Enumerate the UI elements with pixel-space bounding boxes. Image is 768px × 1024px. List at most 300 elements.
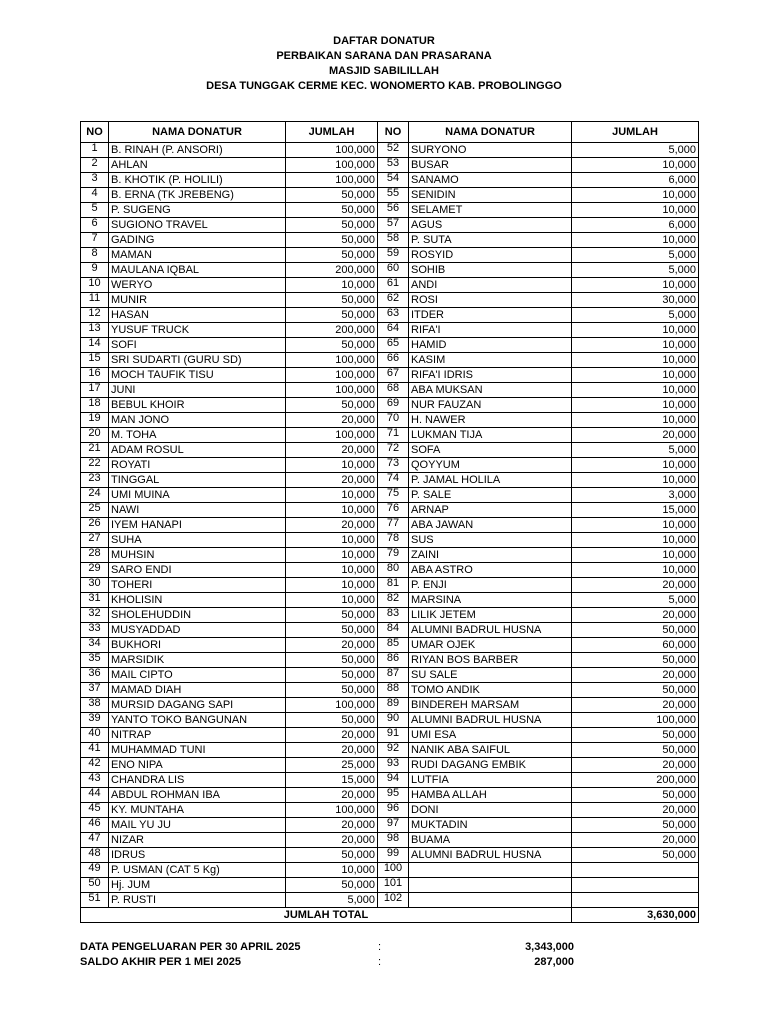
donor-name: WERYO: [109, 278, 286, 293]
donor-name: KASIM: [409, 353, 572, 368]
donation-amount: 20,000: [286, 518, 378, 533]
table-row: [81, 488, 699, 503]
table-row: [81, 323, 699, 338]
table-row: [81, 188, 699, 203]
donation-amount: 20,000: [572, 578, 699, 593]
table-row: [81, 143, 699, 158]
donor-name: HAMBA ALLAH: [409, 788, 572, 803]
donor-name: JUNI: [109, 383, 286, 398]
row-number: 27: [81, 533, 109, 548]
row-number: 38: [81, 698, 109, 713]
donation-amount: 20,000: [286, 638, 378, 653]
donor-name: DONI: [409, 803, 572, 818]
row-number: 47: [81, 833, 109, 848]
summary-colon: :: [378, 956, 382, 968]
donor-name: NAWI: [109, 503, 286, 518]
heading-line-3: MASJID SABILILLAH: [329, 65, 439, 77]
donation-amount: 200,000: [572, 773, 699, 788]
row-number: 92: [378, 743, 409, 758]
table-row: [81, 263, 699, 278]
row-number: 11: [81, 293, 109, 308]
donor-name: HASAN: [109, 308, 286, 323]
donation-amount: 20,000: [572, 803, 699, 818]
donation-amount: 10,000: [572, 353, 699, 368]
table-header-row: [81, 122, 699, 143]
donor-name: P. SALE: [409, 488, 572, 503]
donation-amount: 50,000: [286, 683, 378, 698]
donation-amount: 50,000: [572, 683, 699, 698]
donation-amount: [572, 893, 699, 908]
row-number: 46: [81, 818, 109, 833]
donor-name: SENIDIN: [409, 188, 572, 203]
row-number: 89: [378, 698, 409, 713]
donation-amount: 10,000: [286, 563, 378, 578]
row-number: 15: [81, 353, 109, 368]
donation-amount: 20,000: [572, 608, 699, 623]
total-label: JUMLAH TOTAL: [81, 908, 572, 923]
table-row: [81, 878, 699, 893]
table-row: [81, 773, 699, 788]
row-number: 48: [81, 848, 109, 863]
row-number: 99: [378, 848, 409, 863]
donor-name: AHLAN: [109, 158, 286, 173]
summary-label: DATA PENGELUARAN PER 30 APRIL 2025: [80, 941, 301, 953]
donor-name: SU SALE: [409, 668, 572, 683]
donation-amount: 5,000: [286, 893, 378, 908]
donation-amount: 20,000: [286, 413, 378, 428]
donation-amount: 50,000: [286, 608, 378, 623]
donation-amount: 50,000: [286, 878, 378, 893]
donor-name: [409, 878, 572, 893]
donor-name: SANAMO: [409, 173, 572, 188]
donation-amount: 10,000: [572, 473, 699, 488]
row-number: 63: [378, 308, 409, 323]
donor-name: SARO ENDI: [109, 563, 286, 578]
row-number: 69: [378, 398, 409, 413]
donation-amount: 50,000: [572, 728, 699, 743]
table-row: [81, 473, 699, 488]
row-number: 14: [81, 338, 109, 353]
row-number: 93: [378, 758, 409, 773]
row-number: 61: [378, 278, 409, 293]
donation-amount: 50,000: [286, 338, 378, 353]
donor-name: GADING: [109, 233, 286, 248]
donation-amount: 50,000: [572, 743, 699, 758]
donor-name: ZAINI: [409, 548, 572, 563]
table-row: [81, 608, 699, 623]
donor-name: YANTO TOKO BANGUNAN: [109, 713, 286, 728]
donation-amount: 100,000: [286, 173, 378, 188]
donation-amount: 20,000: [572, 758, 699, 773]
donation-amount: 50,000: [572, 653, 699, 668]
donation-amount: 50,000: [286, 248, 378, 263]
donor-name: NIZAR: [109, 833, 286, 848]
expense-summary: [80, 940, 574, 955]
donation-amount: 100,000: [286, 143, 378, 158]
row-number: 1: [81, 143, 109, 158]
row-number: 10: [81, 278, 109, 293]
donor-name: ITDER: [409, 308, 572, 323]
row-number: 53: [378, 158, 409, 173]
donation-amount: 10,000: [572, 383, 699, 398]
row-number: 13: [81, 323, 109, 338]
donation-amount: 100,000: [572, 713, 699, 728]
row-number: 80: [378, 563, 409, 578]
donor-name: P. ENJI: [409, 578, 572, 593]
heading-line-2: PERBAIKAN SARANA DAN PRASARANA: [276, 50, 492, 62]
donor-name: MAMAD DIAH: [109, 683, 286, 698]
donation-amount: 15,000: [572, 503, 699, 518]
donation-amount: 25,000: [286, 758, 378, 773]
donor-name: ALUMNI BADRUL HUSNA: [409, 623, 572, 638]
donor-name: BUSAR: [409, 158, 572, 173]
row-number: 84: [378, 623, 409, 638]
donor-name: MAIL YU JU: [109, 818, 286, 833]
donor-name: ABA MUKSAN: [409, 383, 572, 398]
donor-name: ENO NIPA: [109, 758, 286, 773]
donation-amount: 10,000: [572, 518, 699, 533]
total-value: 3,630,000: [572, 908, 699, 923]
donor-name: SOFI: [109, 338, 286, 353]
donor-name: ALUMNI BADRUL HUSNA: [409, 713, 572, 728]
row-number: 4: [81, 188, 109, 203]
table-row: [81, 533, 699, 548]
row-number: 57: [378, 218, 409, 233]
donor-name: BUKHORI: [109, 638, 286, 653]
donor-name: SRI SUDARTI (GURU SD): [109, 353, 286, 368]
donation-amount: 10,000: [286, 863, 378, 878]
donation-amount: 20,000: [572, 833, 699, 848]
donation-amount: 10,000: [286, 458, 378, 473]
donor-name: ROSYID: [409, 248, 572, 263]
table-row: [81, 278, 699, 293]
row-number: 6: [81, 218, 109, 233]
donor-name: B. ERNA (TK JREBENG): [109, 188, 286, 203]
donation-amount: 5,000: [572, 443, 699, 458]
donor-name: MAIL CIPTO: [109, 668, 286, 683]
donor-name: MUHSIN: [109, 548, 286, 563]
donation-amount: 10,000: [572, 398, 699, 413]
donation-amount: 200,000: [286, 263, 378, 278]
donation-amount: 50,000: [572, 818, 699, 833]
column-header-amount: JUMLAH: [572, 122, 699, 143]
table-row: [81, 338, 699, 353]
donation-amount: 20,000: [286, 788, 378, 803]
donor-name: P. JAMAL HOLILA: [409, 473, 572, 488]
row-number: 100: [378, 863, 409, 878]
donation-amount: 5,000: [572, 263, 699, 278]
row-number: 74: [378, 473, 409, 488]
donor-name: ARNAP: [409, 503, 572, 518]
donor-name: BUAMA: [409, 833, 572, 848]
column-header-no: NO: [81, 122, 109, 143]
row-number: 49: [81, 863, 109, 878]
row-number: 30: [81, 578, 109, 593]
donor-name: MARSINA: [409, 593, 572, 608]
heading-line-1: DAFTAR DONATUR: [333, 35, 435, 47]
donor-name: SELAMET: [409, 203, 572, 218]
donation-amount: 20,000: [286, 833, 378, 848]
donor-name: ROSI: [409, 293, 572, 308]
table-row: [81, 203, 699, 218]
row-number: 33: [81, 623, 109, 638]
row-number: 51: [81, 893, 109, 908]
row-number: 96: [378, 803, 409, 818]
row-number: 102: [378, 893, 409, 908]
row-number: 64: [378, 323, 409, 338]
row-number: 29: [81, 563, 109, 578]
row-number: 85: [378, 638, 409, 653]
donor-name: IDRUS: [109, 848, 286, 863]
table-row: [81, 383, 699, 398]
donation-amount: 10,000: [286, 488, 378, 503]
row-number: 42: [81, 758, 109, 773]
donation-amount: 10,000: [572, 458, 699, 473]
balance-summary: [80, 955, 574, 970]
donation-amount: 10,000: [286, 593, 378, 608]
donor-name: NUR FAUZAN: [409, 398, 572, 413]
donor-name: SURYONO: [409, 143, 572, 158]
column-header-amount: JUMLAH: [286, 122, 378, 143]
donation-amount: 50,000: [286, 668, 378, 683]
row-number: 94: [378, 773, 409, 788]
table-row: [81, 758, 699, 773]
table-row: [81, 353, 699, 368]
row-number: 55: [378, 188, 409, 203]
donation-amount: 100,000: [286, 428, 378, 443]
donation-amount: 20,000: [572, 698, 699, 713]
donor-name: ABDUL ROHMAN IBA: [109, 788, 286, 803]
donation-amount: 60,000: [572, 638, 699, 653]
summary-label: SALDO AKHIR PER 1 MEI 2025: [80, 956, 241, 968]
table-row: [81, 398, 699, 413]
table-row: [81, 653, 699, 668]
donor-name: MUNIR: [109, 293, 286, 308]
row-number: 35: [81, 653, 109, 668]
table-row: [81, 563, 699, 578]
row-number: 20: [81, 428, 109, 443]
donor-name: Hj. JUM: [109, 878, 286, 893]
table-row: [81, 593, 699, 608]
donor-name: ADAM ROSUL: [109, 443, 286, 458]
donor-name: MUKTADIN: [409, 818, 572, 833]
donation-amount: 50,000: [572, 788, 699, 803]
donor-name: TINGGAL: [109, 473, 286, 488]
donor-name: LUTFIA: [409, 773, 572, 788]
table-row: [81, 173, 699, 188]
row-number: 62: [378, 293, 409, 308]
donation-amount: 50,000: [286, 398, 378, 413]
donation-amount: 50,000: [286, 713, 378, 728]
row-number: 9: [81, 263, 109, 278]
table-row: [81, 233, 699, 248]
donation-amount: 3,000: [572, 488, 699, 503]
row-number: 44: [81, 788, 109, 803]
donation-amount: 10,000: [572, 548, 699, 563]
donor-name: RIYAN BOS BARBER: [409, 653, 572, 668]
row-number: 88: [378, 683, 409, 698]
row-number: 59: [378, 248, 409, 263]
donor-name: M. TOHA: [109, 428, 286, 443]
table-row: [81, 428, 699, 443]
table-row: [81, 293, 699, 308]
donor-name: ROYATI: [109, 458, 286, 473]
donor-name: MOCH TAUFIK TISU: [109, 368, 286, 383]
donation-amount: 20,000: [572, 428, 699, 443]
row-number: 56: [378, 203, 409, 218]
donation-amount: 10,000: [286, 578, 378, 593]
row-number: 86: [378, 653, 409, 668]
column-header-no: NO: [378, 122, 409, 143]
donor-name: TOMO ANDIK: [409, 683, 572, 698]
donation-amount: 100,000: [286, 158, 378, 173]
donor-name: KHOLISIN: [109, 593, 286, 608]
donor-name: LILIK JETEM: [409, 608, 572, 623]
donation-amount: 50,000: [286, 188, 378, 203]
row-number: 79: [378, 548, 409, 563]
donation-amount: 15,000: [286, 773, 378, 788]
donor-name: MARSIDIK: [109, 653, 286, 668]
donation-amount: 10,000: [572, 188, 699, 203]
donor-name: MAULANA IQBAL: [109, 263, 286, 278]
donation-amount: 5,000: [572, 593, 699, 608]
donor-name: MAMAN: [109, 248, 286, 263]
donation-amount: 10,000: [286, 548, 378, 563]
donation-amount: 30,000: [572, 293, 699, 308]
table-row: [81, 668, 699, 683]
row-number: 8: [81, 248, 109, 263]
donor-name: BEBUL KHOIR: [109, 398, 286, 413]
table-row: [81, 218, 699, 233]
column-header-name: NAMA DONATUR: [109, 122, 286, 143]
donation-amount: 50,000: [286, 653, 378, 668]
column-header-name: NAMA DONATUR: [409, 122, 572, 143]
donation-amount: 10,000: [572, 233, 699, 248]
row-number: 76: [378, 503, 409, 518]
row-number: 71: [378, 428, 409, 443]
row-number: 95: [378, 788, 409, 803]
row-number: 7: [81, 233, 109, 248]
row-number: 32: [81, 608, 109, 623]
row-number: 66: [378, 353, 409, 368]
donor-name: P. USMAN (CAT 5 Kg): [109, 863, 286, 878]
table-row: [81, 803, 699, 818]
table-body: [81, 143, 699, 908]
donation-amount: 10,000: [286, 533, 378, 548]
row-number: 2: [81, 158, 109, 173]
heading-line-4: DESA TUNGGAK CERME KEC. WONOMERTO KAB. PROBOLINGGO: [206, 80, 562, 92]
table-row: [81, 623, 699, 638]
donation-amount: [572, 863, 699, 878]
row-number: 23: [81, 473, 109, 488]
table-row: [81, 893, 699, 908]
row-number: 87: [378, 668, 409, 683]
table-row: [81, 743, 699, 758]
donation-amount: 100,000: [286, 803, 378, 818]
donation-amount: 5,000: [572, 248, 699, 263]
donor-name: LUKMAN TIJA: [409, 428, 572, 443]
donor-name: BINDEREH MARSAM: [409, 698, 572, 713]
donor-name: P. SUGENG: [109, 203, 286, 218]
row-number: 36: [81, 668, 109, 683]
table-row: [81, 413, 699, 428]
table-row: [81, 548, 699, 563]
table-row: [81, 863, 699, 878]
row-number: 17: [81, 383, 109, 398]
table-row: [81, 848, 699, 863]
row-number: 73: [378, 458, 409, 473]
donor-name: UMAR OJEK: [409, 638, 572, 653]
donor-name: SOHIB: [409, 263, 572, 278]
donation-amount: 50,000: [286, 623, 378, 638]
row-number: 41: [81, 743, 109, 758]
donation-amount: 10,000: [572, 338, 699, 353]
donor-name: SUGIONO TRAVEL: [109, 218, 286, 233]
donor-name: NANIK ABA SAIFUL: [409, 743, 572, 758]
row-number: 52: [378, 143, 409, 158]
donor-name: P. SUTA: [409, 233, 572, 248]
donor-name: [409, 863, 572, 878]
table-row: [81, 638, 699, 653]
donor-name: AGUS: [409, 218, 572, 233]
row-number: 18: [81, 398, 109, 413]
donation-amount: 10,000: [572, 563, 699, 578]
row-number: 31: [81, 593, 109, 608]
donation-amount: 100,000: [286, 368, 378, 383]
donation-amount: 100,000: [286, 698, 378, 713]
donor-name: H. NAWER: [409, 413, 572, 428]
row-number: 101: [378, 878, 409, 893]
donation-amount: 20,000: [286, 473, 378, 488]
donor-name: ABA JAWAN: [409, 518, 572, 533]
donor-name: SHOLEHUDDIN: [109, 608, 286, 623]
donation-amount: 10,000: [572, 413, 699, 428]
row-number: 83: [378, 608, 409, 623]
donor-name: ABA ASTRO: [409, 563, 572, 578]
donor-table: [80, 121, 699, 923]
donor-name: B. KHOTIK (P. HOLILI): [109, 173, 286, 188]
donor-name: ALUMNI BADRUL HUSNA: [409, 848, 572, 863]
total-row: [81, 908, 699, 923]
donation-amount: 50,000: [286, 293, 378, 308]
row-number: 34: [81, 638, 109, 653]
donation-amount: 50,000: [572, 848, 699, 863]
table-row: [81, 818, 699, 833]
row-number: 98: [378, 833, 409, 848]
donation-amount: 10,000: [286, 503, 378, 518]
table-row: [81, 788, 699, 803]
row-number: 70: [378, 413, 409, 428]
table-row: [81, 368, 699, 383]
row-number: 45: [81, 803, 109, 818]
donation-amount: 10,000: [572, 203, 699, 218]
table-row: [81, 158, 699, 173]
donation-amount: 20,000: [286, 443, 378, 458]
donor-name: ANDI: [409, 278, 572, 293]
row-number: 40: [81, 728, 109, 743]
donation-amount: 50,000: [286, 308, 378, 323]
donation-amount: 6,000: [572, 173, 699, 188]
donor-name: [409, 893, 572, 908]
donor-name: UMI MUINA: [109, 488, 286, 503]
donation-amount: 20,000: [286, 743, 378, 758]
donation-amount: 20,000: [286, 818, 378, 833]
row-number: 12: [81, 308, 109, 323]
table-row: [81, 713, 699, 728]
summary-value: 3,343,000: [525, 941, 574, 953]
donor-name: YUSUF TRUCK: [109, 323, 286, 338]
donation-amount: 20,000: [286, 728, 378, 743]
